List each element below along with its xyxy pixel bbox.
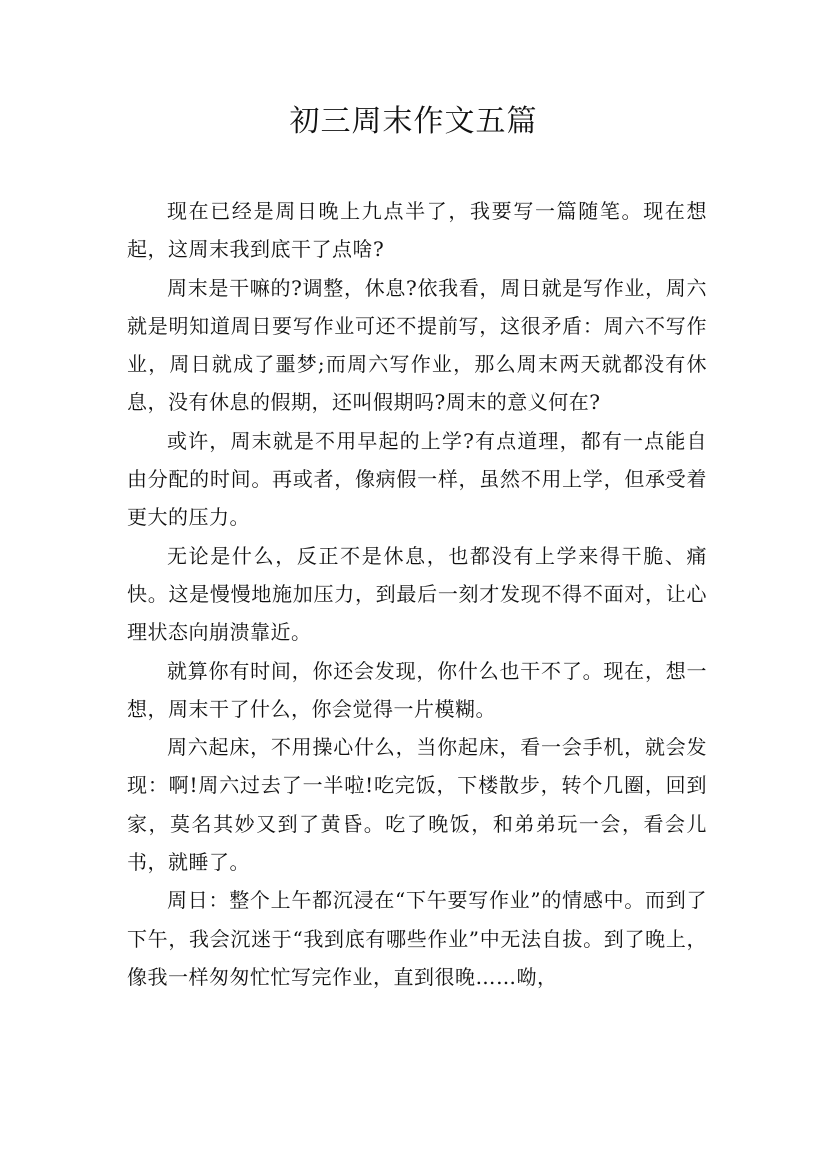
paragraph: 就算你有时间，你还会发现，你什么也干不了。现在，想一想，周末干了什么，你会觉得一片模糊。 <box>127 658 707 721</box>
paragraph: 无论是什么，反正不是休息，也都没有上学来得干脆、痛快。这是慢慢地施加压力，到最后一刻才发现不得不面对，让心理状态向崩溃靠近。 <box>127 543 707 645</box>
document-title: 初三周末作文五篇 <box>289 104 538 139</box>
paragraph: 或许，周末就是不用早起的上学?有点道理，都有一点能自由分配的时间。再或者，像病假一样，虽然不用上学，但承受着更大的压力。 <box>127 428 707 530</box>
paragraph: 周末是干嘛的?调整，休息?依我看，周日就是写作业，周六就是明知道周日要写作业可还不提前写，这很矛盾：周六不写作业，周日就成了噩梦;而周六写作业，那么周末两天就都没有休息，没有休息的假期，还叫假期吗?周末的意义何在? <box>127 275 707 415</box>
paragraph: 现在已经是周日晚上九点半了，我要写一篇随笔。现在想起，这周末我到底干了点啥? <box>127 199 707 262</box>
document-body <box>127 192 707 996</box>
paragraph: 周日：整个上午都沉浸在“下午要写作业”的情感中。而到了下午，我会沉迷于“我到底有哪些作业”中无法自拔。到了晚上，像我一样匆匆忙忙写完作业，直到很晚……呦， <box>127 888 707 989</box>
paragraph: 周六起床，不用操心什么，当你起床，看一会手机，就会发现：啊!周六过去了一半啦!吃完饭，下楼散步，转个几圈，回到家，莫名其妙又到了黄昏。吃了晚饭，和弟弟玩一会，看会儿书，就睡了。 <box>127 735 707 875</box>
